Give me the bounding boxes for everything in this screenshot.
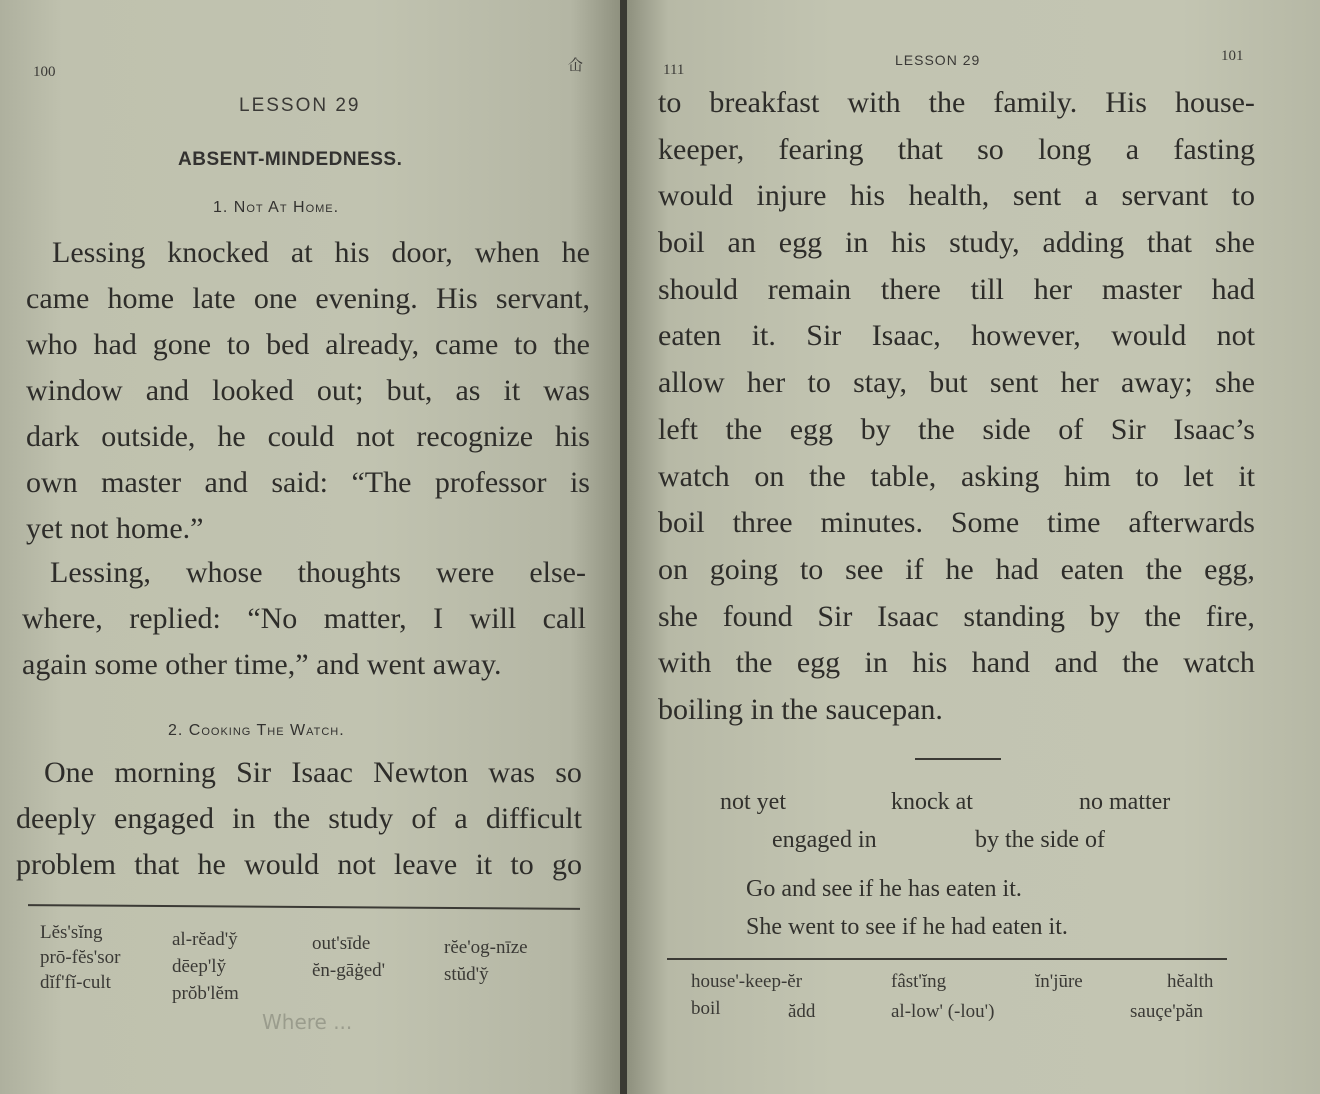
text-line: with the egg in his hand and the watch	[658, 646, 1255, 680]
text-line: watch on the table, asking him to let it	[658, 459, 1255, 493]
text-line: eaten it. Sir Isaac, however, would not	[658, 319, 1255, 353]
text-line: boiling in the saucepan.	[658, 692, 943, 726]
right-page	[627, 0, 1320, 1094]
example-sentence: Go and see if he has eaten it.	[746, 876, 1022, 902]
pronunciation-word: dĭf'fĭ-cult	[40, 972, 111, 993]
text-line: window and looked out; but, as it was	[26, 374, 590, 407]
text-line: boil three minutes. Some time afterwards	[658, 506, 1255, 540]
pronunciation-word: al-low' (-lou')	[891, 1001, 995, 1022]
text-line: would injure his health, sent a servant to	[658, 179, 1255, 213]
short-divider	[915, 758, 1001, 760]
text-line: Lessing knocked at his door, when he	[52, 236, 590, 269]
phrase: by the side of	[975, 827, 1105, 853]
text-line: again some other time,” and went away.	[22, 648, 502, 681]
pronunciation-col-3	[312, 930, 385, 984]
example-sentence: She went to see if he had eaten it.	[746, 914, 1068, 940]
text-line: deeply engaged in the study of a difficult	[16, 802, 582, 835]
section-heading-2: 2. Cooking The Watch.	[168, 722, 345, 739]
pronunciation-word: house'-keep-ĕr	[691, 971, 803, 992]
paragraph-3	[16, 756, 582, 894]
phrase: not yet	[720, 789, 786, 815]
book-gutter	[620, 0, 627, 1094]
section-heading-1: 1. Not At Home.	[213, 199, 340, 216]
pronunciation-word: dēep'ly̆	[172, 956, 227, 977]
page-number-left: 100	[33, 64, 56, 80]
pronunciation-word: Lĕs'sĭng	[40, 922, 103, 943]
text-line: on going to see if he had eaten the egg,	[658, 552, 1255, 586]
pronunciation-col-2	[172, 926, 239, 1007]
phrase: knock at	[891, 789, 973, 815]
paragraph-2	[22, 556, 586, 694]
pronunciation-word: prŏb'lĕm	[172, 983, 239, 1004]
text-line: dark outside, he could not recognize his	[26, 420, 590, 453]
right-body	[658, 86, 1255, 740]
lesson-heading-left: LESSON 29	[239, 95, 361, 116]
handwritten-mark: 111	[663, 62, 685, 78]
pronunciation-word: boil	[691, 998, 721, 1019]
pronunciation-word: sauçe'păn	[1130, 1001, 1204, 1022]
divider-rule	[28, 904, 580, 910]
pronunciation-word: out'sīde	[312, 933, 371, 954]
pronunciation-word: stŭd'y̆	[444, 964, 489, 985]
pronunciation-col-1	[40, 920, 120, 995]
pronunciation-word: hĕalth	[1167, 971, 1214, 992]
text-line: to breakfast with the family. His house-	[658, 86, 1255, 119]
text-line: she found Sir Isaac standing by the fire,	[658, 599, 1255, 633]
text-line: yet not home.”	[26, 512, 204, 545]
pronunciation-word: fâst'ĭng	[891, 971, 947, 992]
text-line: allow her to stay, but sent her away; she	[658, 366, 1255, 400]
paragraph-1	[26, 236, 590, 558]
text-line: boil an egg in his study, adding that she	[658, 226, 1255, 260]
text-line: keeper, fearing that so long a fasting	[658, 132, 1255, 166]
phrase: no matter	[1079, 789, 1171, 815]
pencil-note: Where ...	[262, 1010, 353, 1034]
page-number-right: 101	[1221, 48, 1244, 64]
text-line: One morning Sir Isaac Newton was so	[44, 756, 582, 789]
left-page	[0, 0, 620, 1094]
text-line: where, replied: “No matter, I will call	[22, 602, 586, 635]
pronunciation-word: ĕn-gāġed'	[312, 960, 386, 981]
pronunciation-word: al-rĕad'y̆	[172, 929, 238, 950]
text-line: should remain there till her master had	[658, 272, 1255, 306]
text-line: own master and said: “The professor is	[26, 466, 590, 499]
pronunciation-word: prō-fĕs'sor	[40, 947, 121, 968]
lesson-title: ABSENT-MINDEDNESS.	[178, 149, 403, 170]
pronunciation-col-4	[444, 934, 528, 988]
text-line: problem that he would not leave it to go	[16, 848, 582, 881]
pronunciation-word: rĕe'og-nīze	[444, 937, 528, 958]
lesson-heading-right: LESSON 29	[895, 52, 981, 68]
handwritten-mark: 仚	[568, 58, 584, 74]
pronunciation-word: ădd	[788, 1001, 816, 1022]
divider-rule	[667, 958, 1227, 960]
phrase: engaged in	[772, 827, 877, 853]
pronunciation-word: ĭn'jūre	[1035, 971, 1083, 992]
text-line: who had gone to bed already, came to the	[26, 328, 590, 361]
text-line: came home late one evening. His servant,	[26, 282, 590, 315]
text-line: Lessing, whose thoughts were else-	[50, 556, 586, 589]
text-line: left the egg by the side of Sir Isaac’s	[658, 412, 1255, 446]
